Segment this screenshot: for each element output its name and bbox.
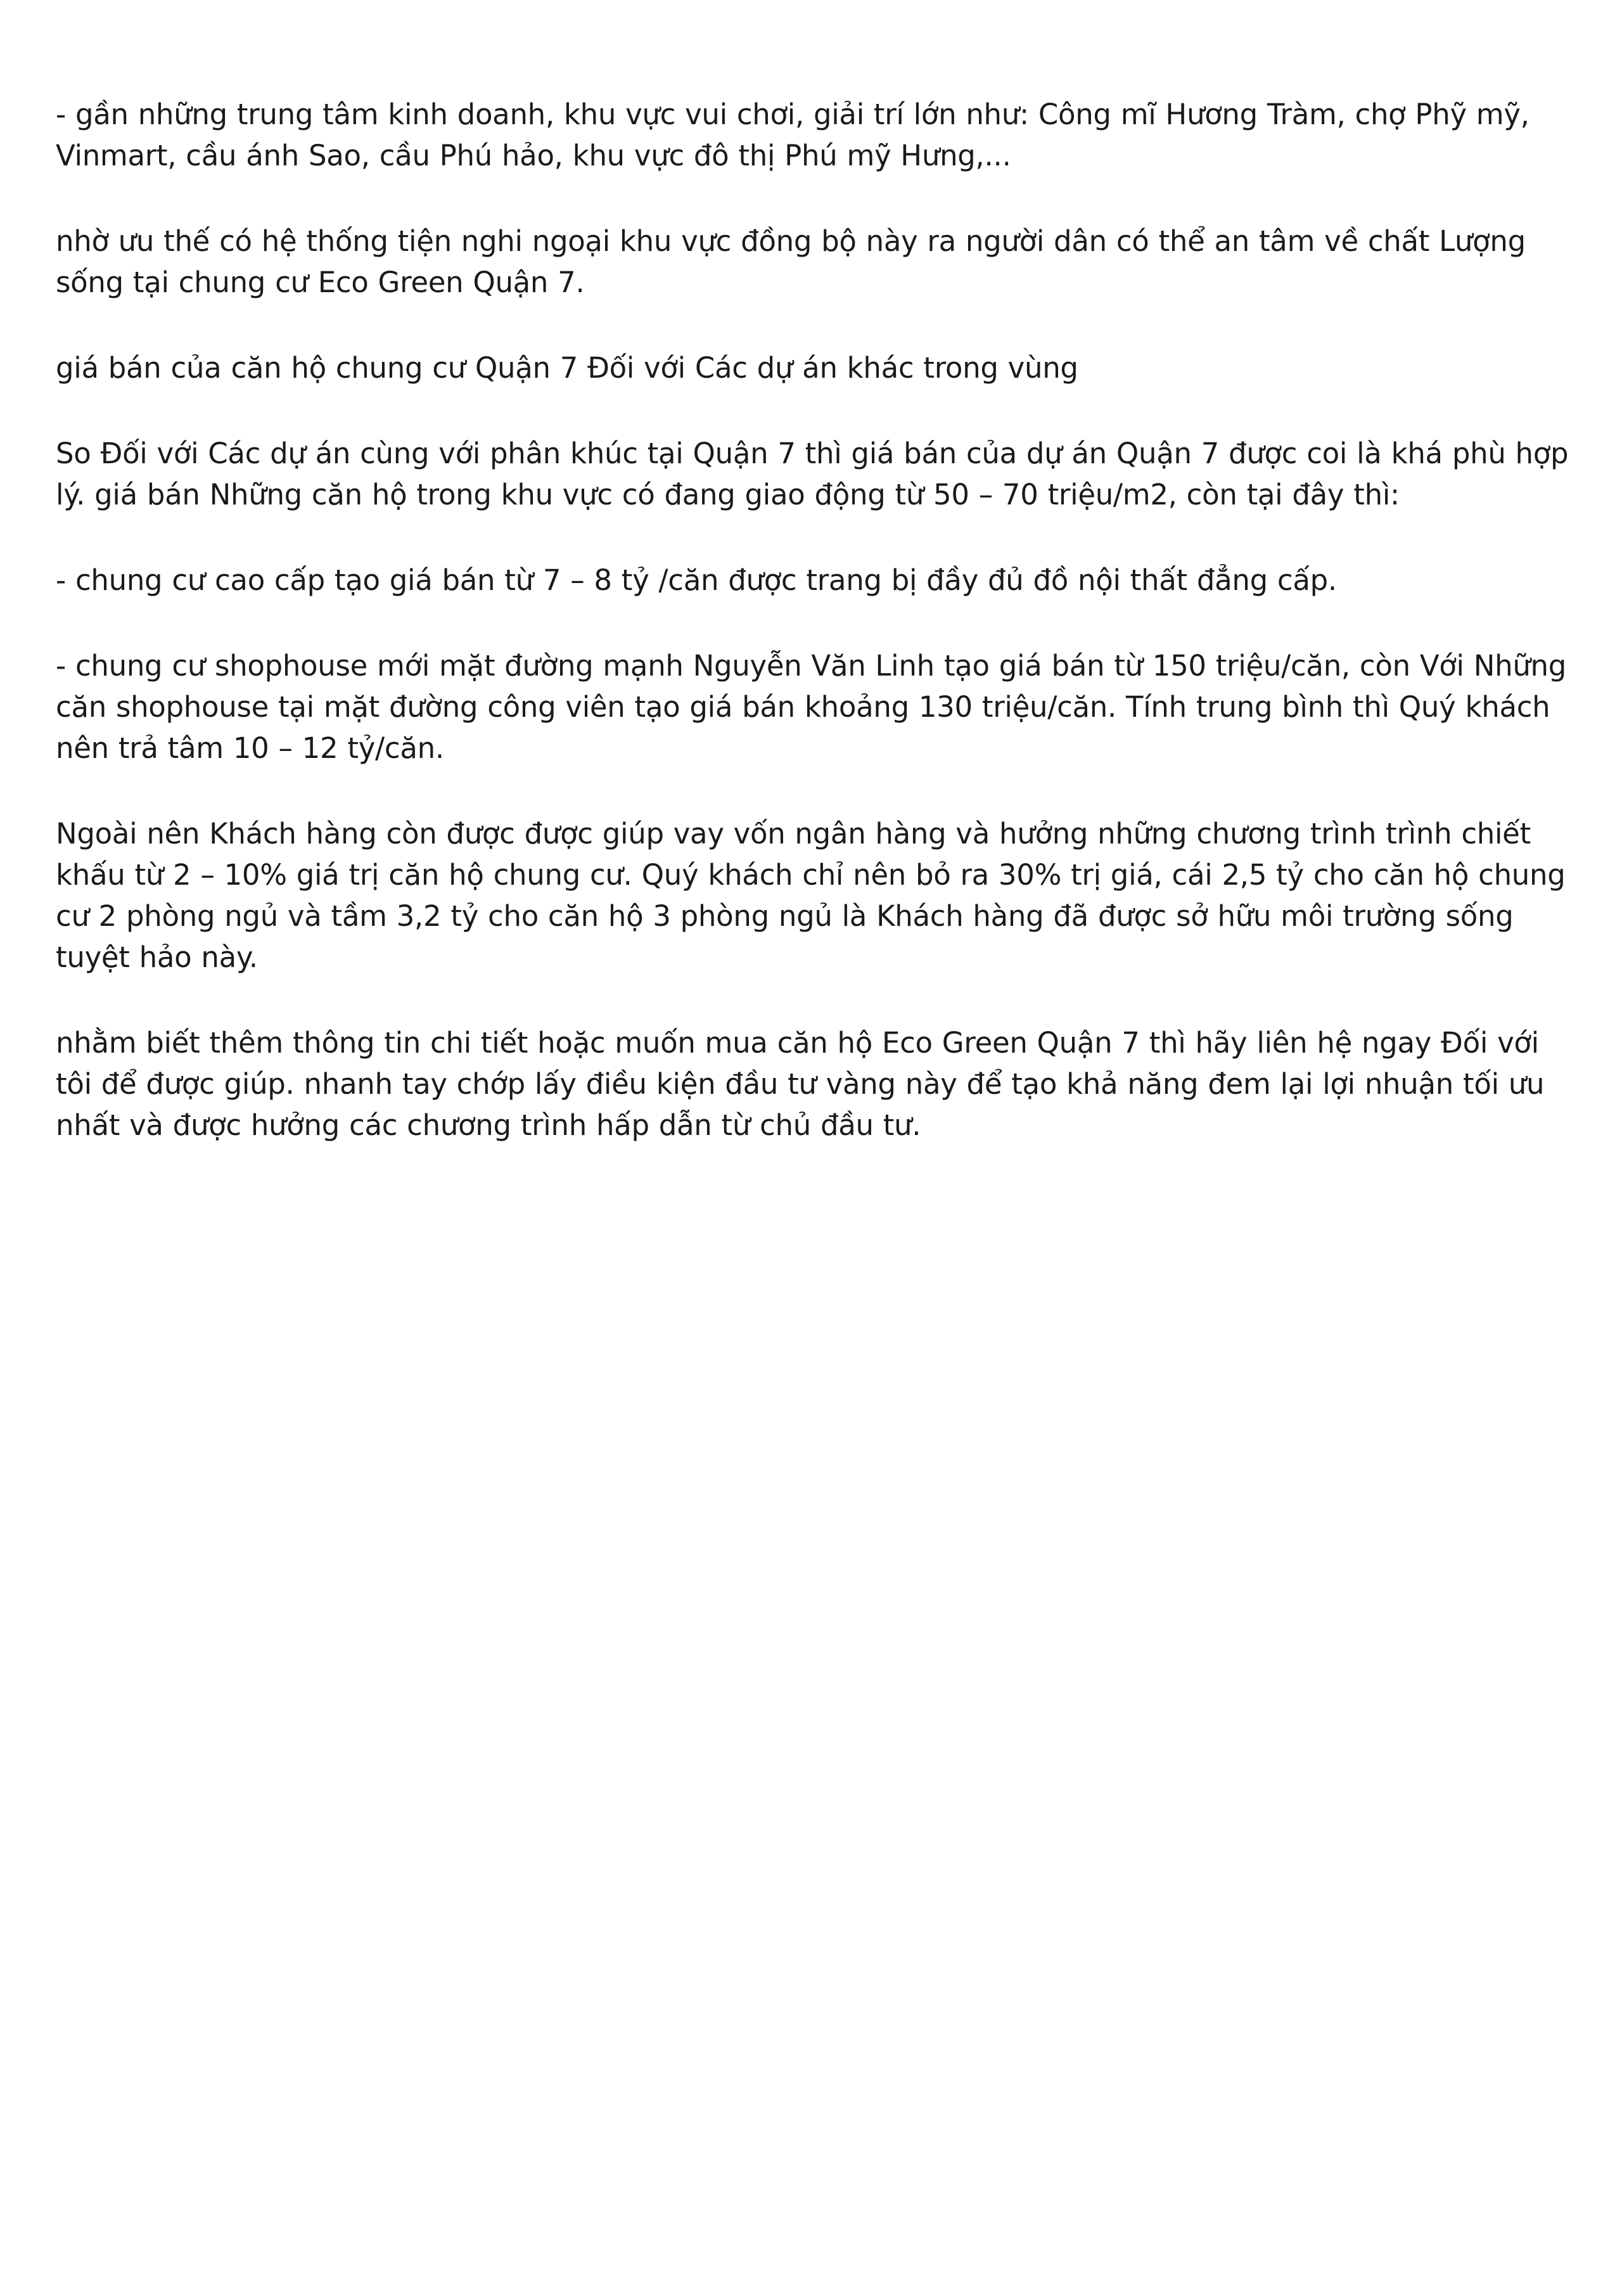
paragraph-price-heading: giá bán của căn hộ chung cư Quận 7 Đối với Các dự án khác trong vùng (56, 351, 1078, 385)
paragraph-loan-support: Ngoài nên Khách hàng còn được được giúp vay vốn ngân hàng và hưởng những chương trình trình chiết khấu từ 2 – 10% giá trị căn hộ chung cư. Quý khách chỉ nên bỏ ra 30% trị giá, cái 2,5 tỷ cho căn hộ chung cư 2 phòng ngủ và tầm 3,2 tỷ cho căn hộ 3 phòng ngủ là Khách hàng đã được sở hữu môi trường sống tuyệt hảo này. (56, 817, 1566, 974)
document-page (56, 94, 1570, 1190)
paragraph-amenities-nearby: - gần những trung tâm kinh doanh, khu vực vui chơi, giải trí lớn như: Công mĩ Hương Tràm, chợ Phỹ mỹ, Vinmart, cầu ánh Sao, cầu Phú hảo, khu vực đô thị Phú mỹ Hưng,... (56, 98, 1529, 172)
paragraph-shophouse-price: - chung cư shophouse mới mặt đường mạnh Nguyễn Văn Linh tạo giá bán từ 150 triệu/căn, còn Với Những căn shophouse tại mặt đường công viên tạo giá bán khoảng 130 triệu/căn. Tính trung bình thì Quý khách nên trả tâm 10 – 12 tỷ/căn. (56, 649, 1567, 765)
paragraph-luxury-price: - chung cư cao cấp tạo giá bán từ 7 – 8 tỷ /căn được trang bị đầy đủ đồ nội thất đẳng cấp. (56, 563, 1337, 597)
paragraph-price-comparison: So Đối với Các dự án cùng với phân khúc tại Quận 7 thì giá bán của dự án Quận 7 được coi là khá phù hợp lý. giá bán Những căn hộ trong khu vực có đang giao động từ 50 – 70 triệu/m2, còn tại đây thì: (56, 437, 1569, 511)
paragraph-quality-of-life: nhờ ưu thế có hệ thống tiện nghi ngoại khu vực đồng bộ này ra người dân có thể an tâm về chất Lượng sống tại chung cư Eco Green Quận 7. (56, 224, 1526, 299)
paragraph-contact-info: nhằm biết thêm thông tin chi tiết hoặc muốn mua căn hộ Eco Green Quận 7 thì hãy liên hệ ngay Đối với tôi để được giúp. nhanh tay chớp lấy điều kiện đầu tư vàng này để tạo khả năng đem lại lợi nhuận tối ưu nhất và được hưởng các chương trình hấp dẫn từ chủ đầu tư. (56, 1026, 1545, 1142)
